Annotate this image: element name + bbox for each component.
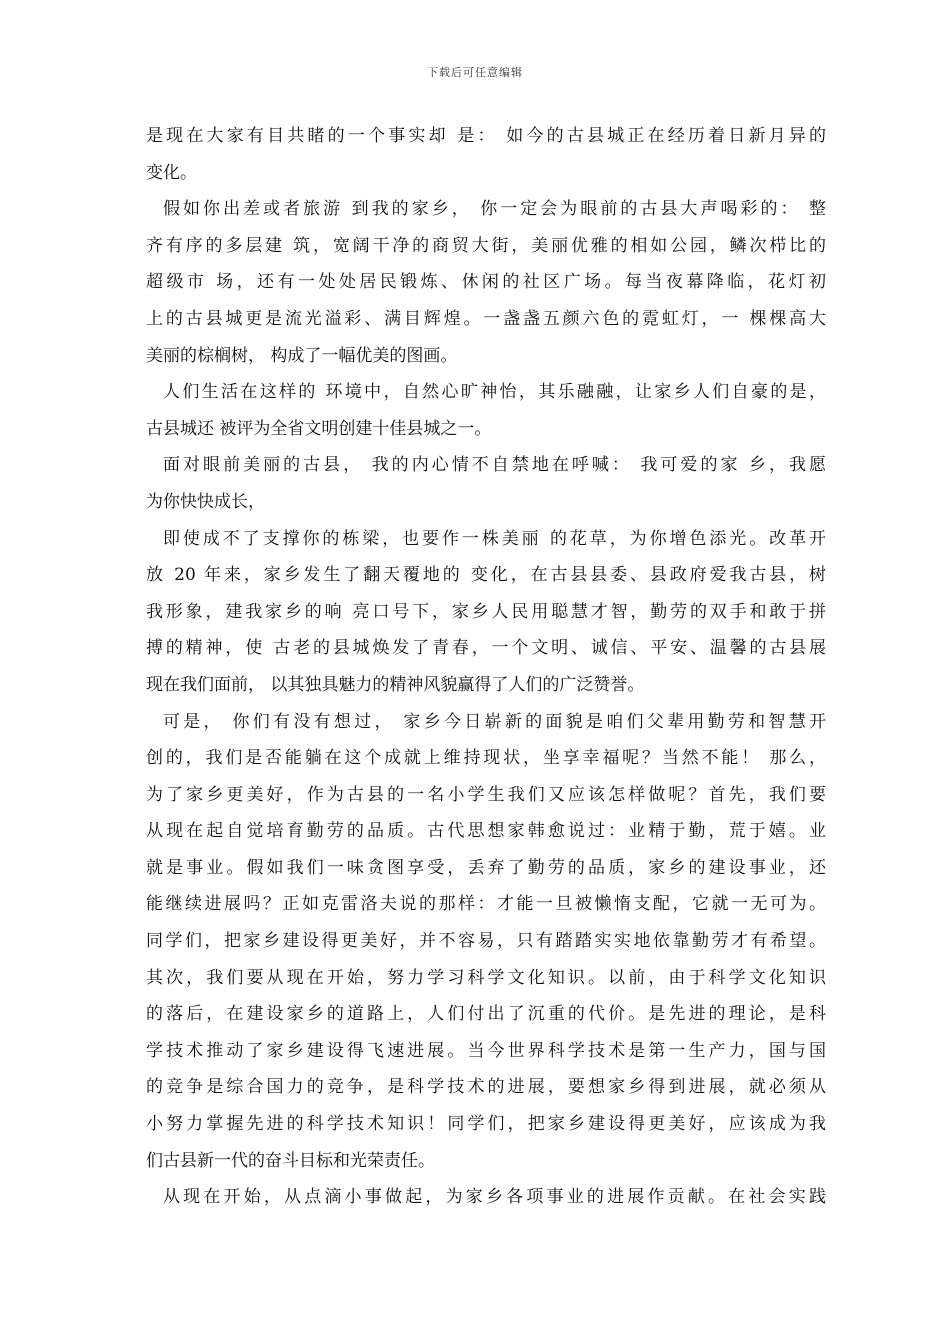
page-header: 下载后可任意编辑	[427, 66, 523, 79]
text-line: 其次，我们要从现在开始，努力学习科学文化知识。以前，由于科学文化知识	[146, 967, 826, 988]
text-line: 面对眼前美丽的古县， 我的内心情不自禁地在呼喊： 我可爱的家 乡，我愿	[163, 455, 826, 476]
text-line: 古县城还 被评为全省文明创建十佳县城之一。	[146, 418, 492, 439]
text-line: 变化。	[146, 162, 197, 183]
text-line: 从现在起自觉培育勤劳的品质。古代思想家韩愈说过：业精于勤，荒于嬉。业	[146, 821, 826, 842]
text-line: 们古县新一代的奋斗目标和光荣责任。	[146, 1150, 435, 1171]
text-line: 我形象，建我家乡的响 亮口号下，家乡人民用聪慧才智，勤劳的双手和敢于拼	[146, 601, 826, 622]
text-line: 同学们，把家乡建设得更美好，并不容易，只有踏踏实实地依靠勤劳才有希望。	[146, 931, 826, 952]
text-line: 为了家乡更美好，作为古县的一名小学生我们又应该怎样做呢？首先，我们要	[146, 784, 826, 805]
text-line: 齐有序的多层建 筑，宽阔干净的商贸大街，美丽优雅的相如公园，鳞次栉比的	[146, 235, 826, 256]
text-line: 能继续进展吗？正如克雷洛夫说的那样：才能一旦被懒惰支配，它就一无可为。	[146, 894, 826, 915]
text-line: 从现在开始，从点滴小事做起，为家乡各项事业的进展作贡献。在社会实践	[163, 1187, 826, 1208]
text-line: 现在我们面前， 以其独具魅力的精神风貌赢得了人们的广泛赞誉。	[146, 674, 645, 695]
text-line: 是现在大家有目共睹的一个事实却 是： 如今的古县城正在经历着日新月异的	[146, 126, 826, 146]
text-line: 可是， 你们有没有想过， 家乡今日崭新的面貌是咱们父辈用勤劳和智慧开	[163, 711, 826, 732]
text-line: 的竞争是综合国力的竞争，是科学技术的进展，要想家乡得到进展，就必须从	[146, 1077, 826, 1098]
text-line: 假如你出差或者旅游 到我的家乡， 你一定会为眼前的古县大声喝彩的： 整	[163, 199, 826, 220]
text-line: 就是事业。假如我们一味贪图享受，丢弃了勤劳的品质，家乡的建设事业，还	[146, 857, 826, 878]
text-line: 创的，我们是否能躺在这个成就上维持现状，坐享幸福呢？当然不能！ 那么，	[146, 748, 826, 769]
text-line: 即使成不了支撑你的栋梁，也要作一株美丽 的花草，为你增色添光。改革开	[163, 528, 826, 549]
document-body	[146, 118, 826, 1216]
text-line: 美丽的棕榈树， 构成了一幅优美的图画。	[146, 345, 458, 366]
text-line: 学技术推动了家乡建设得飞速进展。当今世界科学技术是第一生产力，国与国	[146, 1040, 826, 1061]
text-line: 上的古县城更是流光溢彩、满目辉煌。一盏盏五颜六色的霓虹灯，一 棵棵高大	[146, 308, 826, 329]
text-line: 小努力掌握先进的科学技术知识！同学们，把家乡建设得更美好，应该成为我	[146, 1114, 826, 1135]
text-line: 的落后，在建设家乡的道路上，人们付出了沉重的代价。是先进的理论，是科	[146, 1004, 826, 1025]
text-line: 超级市 场，还有一处处居民锻炼、休闲的社区广场。每当夜幕降临，花灯初	[146, 272, 826, 293]
text-line: 为你快快成长，	[146, 491, 265, 512]
text-line: 人们生活在这样的 环境中，自然心旷神怡，其乐融融，让家乡人们自豪的是，	[163, 382, 826, 403]
text-line: 放 20 年来，家乡发生了翻天覆地的 变化，在古县县委、县政府爱我古县，树	[146, 565, 826, 586]
text-line: 搏的精神，使 古老的县城焕发了青春，一个文明、诚信、平安、温馨的古县展	[146, 638, 826, 659]
